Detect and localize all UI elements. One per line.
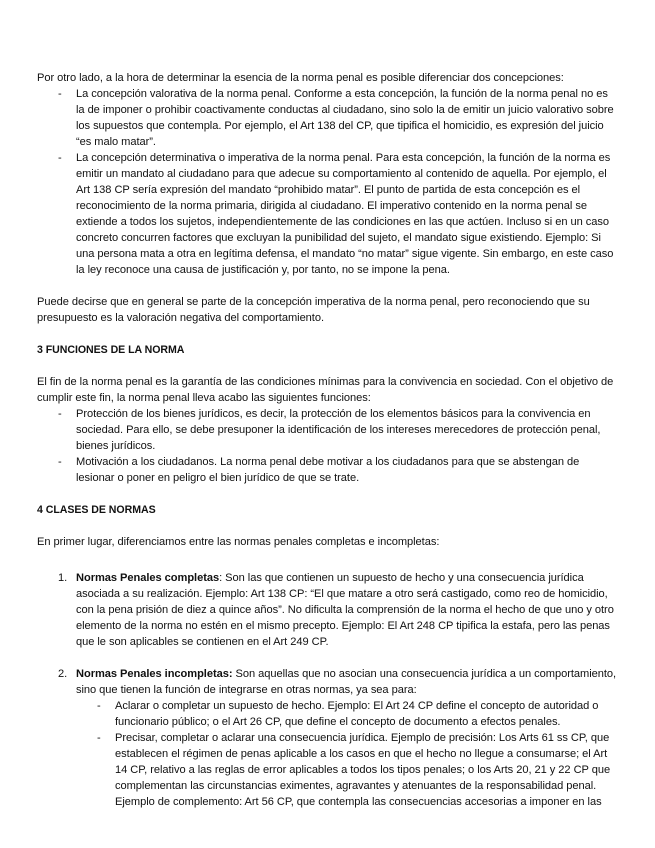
list-item: - Precisar, completar o aclarar una consecuencia jurídica. Ejemplo de precisión: Los Arts 61 ss CP, que establecen el régimen de penas aplicable a los casos en que el hecho no llegue a consumarse; el Art 14 CP, relativo a las reglas de error aplicables a todos los tipos penales; o los Arts 20, 21 y 22 CP que complementan las circunstancias eximentes, agravantes y atenuantes de la responsabilidad penal. Ejemplo de complemento: Art 56 CP, que contempla las consecuencias accesorias a imponer en las [76, 730, 617, 810]
section-intro: El fin de la norma penal es la garantía de las condiciones mínimas para la convivencia en sociedad. Con el objetivo de cumplir este fin, la norma penal lleva acabo las siguientes funciones: [37, 376, 614, 404]
section-heading: 3 FUNCIONES DE LA NORMA [37, 344, 185, 356]
concepciones-list [37, 86, 617, 278]
document-page [37, 70, 617, 810]
list-item [37, 666, 617, 810]
intro-paragraph: Por otro lado, a la hora de determinar la esencia de la norma penal es posible diferenciar dos concepciones: [37, 72, 564, 84]
list-item: - Protección de los bienes jurídicos, es decir, la protección de los elementos básicos para la convivencia en sociedad. Para ello, se debe presuponer la identificación de los intereses merecedores de protección penal, bienes jurídicos. [37, 406, 617, 454]
list-item: - Motivación a los ciudadanos. La norma penal debe motivar a los ciudadanos para que se abstengan de lesionar o poner en peligro el bien jurídico de que se trate. [37, 454, 617, 486]
item-term: Normas Penales incompletas: [76, 668, 233, 680]
funciones-list [37, 406, 617, 486]
clases-list [37, 570, 617, 810]
item-number: 1. [58, 572, 68, 584]
list-item: - La concepción valorativa de la norma penal. Conforme a esta concepción, la función de la norma penal no es la de imponer o prohibir coactivamente conductas al ciudadano, sino solo la de emitir un juicio valorativo sobre los supuestos que contempla. Por ejemplo, el Art 138 del CP, que tipifica el homicidio, es expresión del juicio “es malo matar”. [37, 86, 617, 150]
section-heading: 4 CLASES DE NORMAS [37, 504, 156, 516]
section-intro: En primer lugar, diferenciamos entre las normas penales completas e incompletas: [37, 536, 440, 548]
list-item [37, 570, 617, 650]
item-term: Normas Penales completas [76, 572, 220, 584]
item-number: 2. [58, 668, 68, 680]
item-text: Son aquellas que no asocian una consecuencia jurídica a un comportamiento, sino que tienen la función de integrarse en otras normas, ya sea para: [76, 668, 617, 696]
list-item: - La concepción determinativa o imperativa de la norma penal. Para esta concepción, la función de la norma es emitir un mandato al ciudadano para que adecue su comportamiento al contenido de aquella. Por ejemplo, el Art 138 CP sería expresión del mandato “prohibido matar”. El punto de partida de esta concepción es el reconocimiento de la norma primaria, dirigida al ciudadano. El imperativo contenido en la norma penal se extiende a todos los sujetos, independientemente de las condiciones en las que actúen. Incluso si en un caso concreto concurren factores que excluyan la punibilidad del sujeto, el mandato sigue existiendo. Ejemplo: Si una persona mata a otra en legítima defensa, el mandato “no matar” sigue vigente. Sin embargo, en este caso la ley reconoce una causa de justificación y, por tanto, no se impone la pena. [37, 150, 617, 278]
item-text: : Son las que contienen un supuesto de hecho y una consecuencia jurídica asociada a su realización. Ejemplo: Art 138 CP: “El que matare a otro será castigado, como reo de homicidio, con la pena prisión de diez a quince años”. No dificulta la comprensión de la norma el hecho de que uno y otro elemento de la norma no estén en el mismo precepto. Ejemplo: El Art 248 CP tipifica la estafa, pero las penas que le son aplicables se contienen en el Art 249 CP. [76, 572, 614, 648]
conclusion-paragraph: Puede decirse que en general se parte de la concepción imperativa de la norma penal, pero reconociendo que su presupuesto es la valoración negativa del comportamiento. [37, 296, 590, 324]
incompletas-sublist [76, 698, 617, 810]
list-item: - Aclarar o completar un supuesto de hecho. Ejemplo: El Art 24 CP define el concepto de autoridad o funcionario público; o el Art 26 CP, que define el concepto de documento a efectos penales. [76, 698, 617, 730]
